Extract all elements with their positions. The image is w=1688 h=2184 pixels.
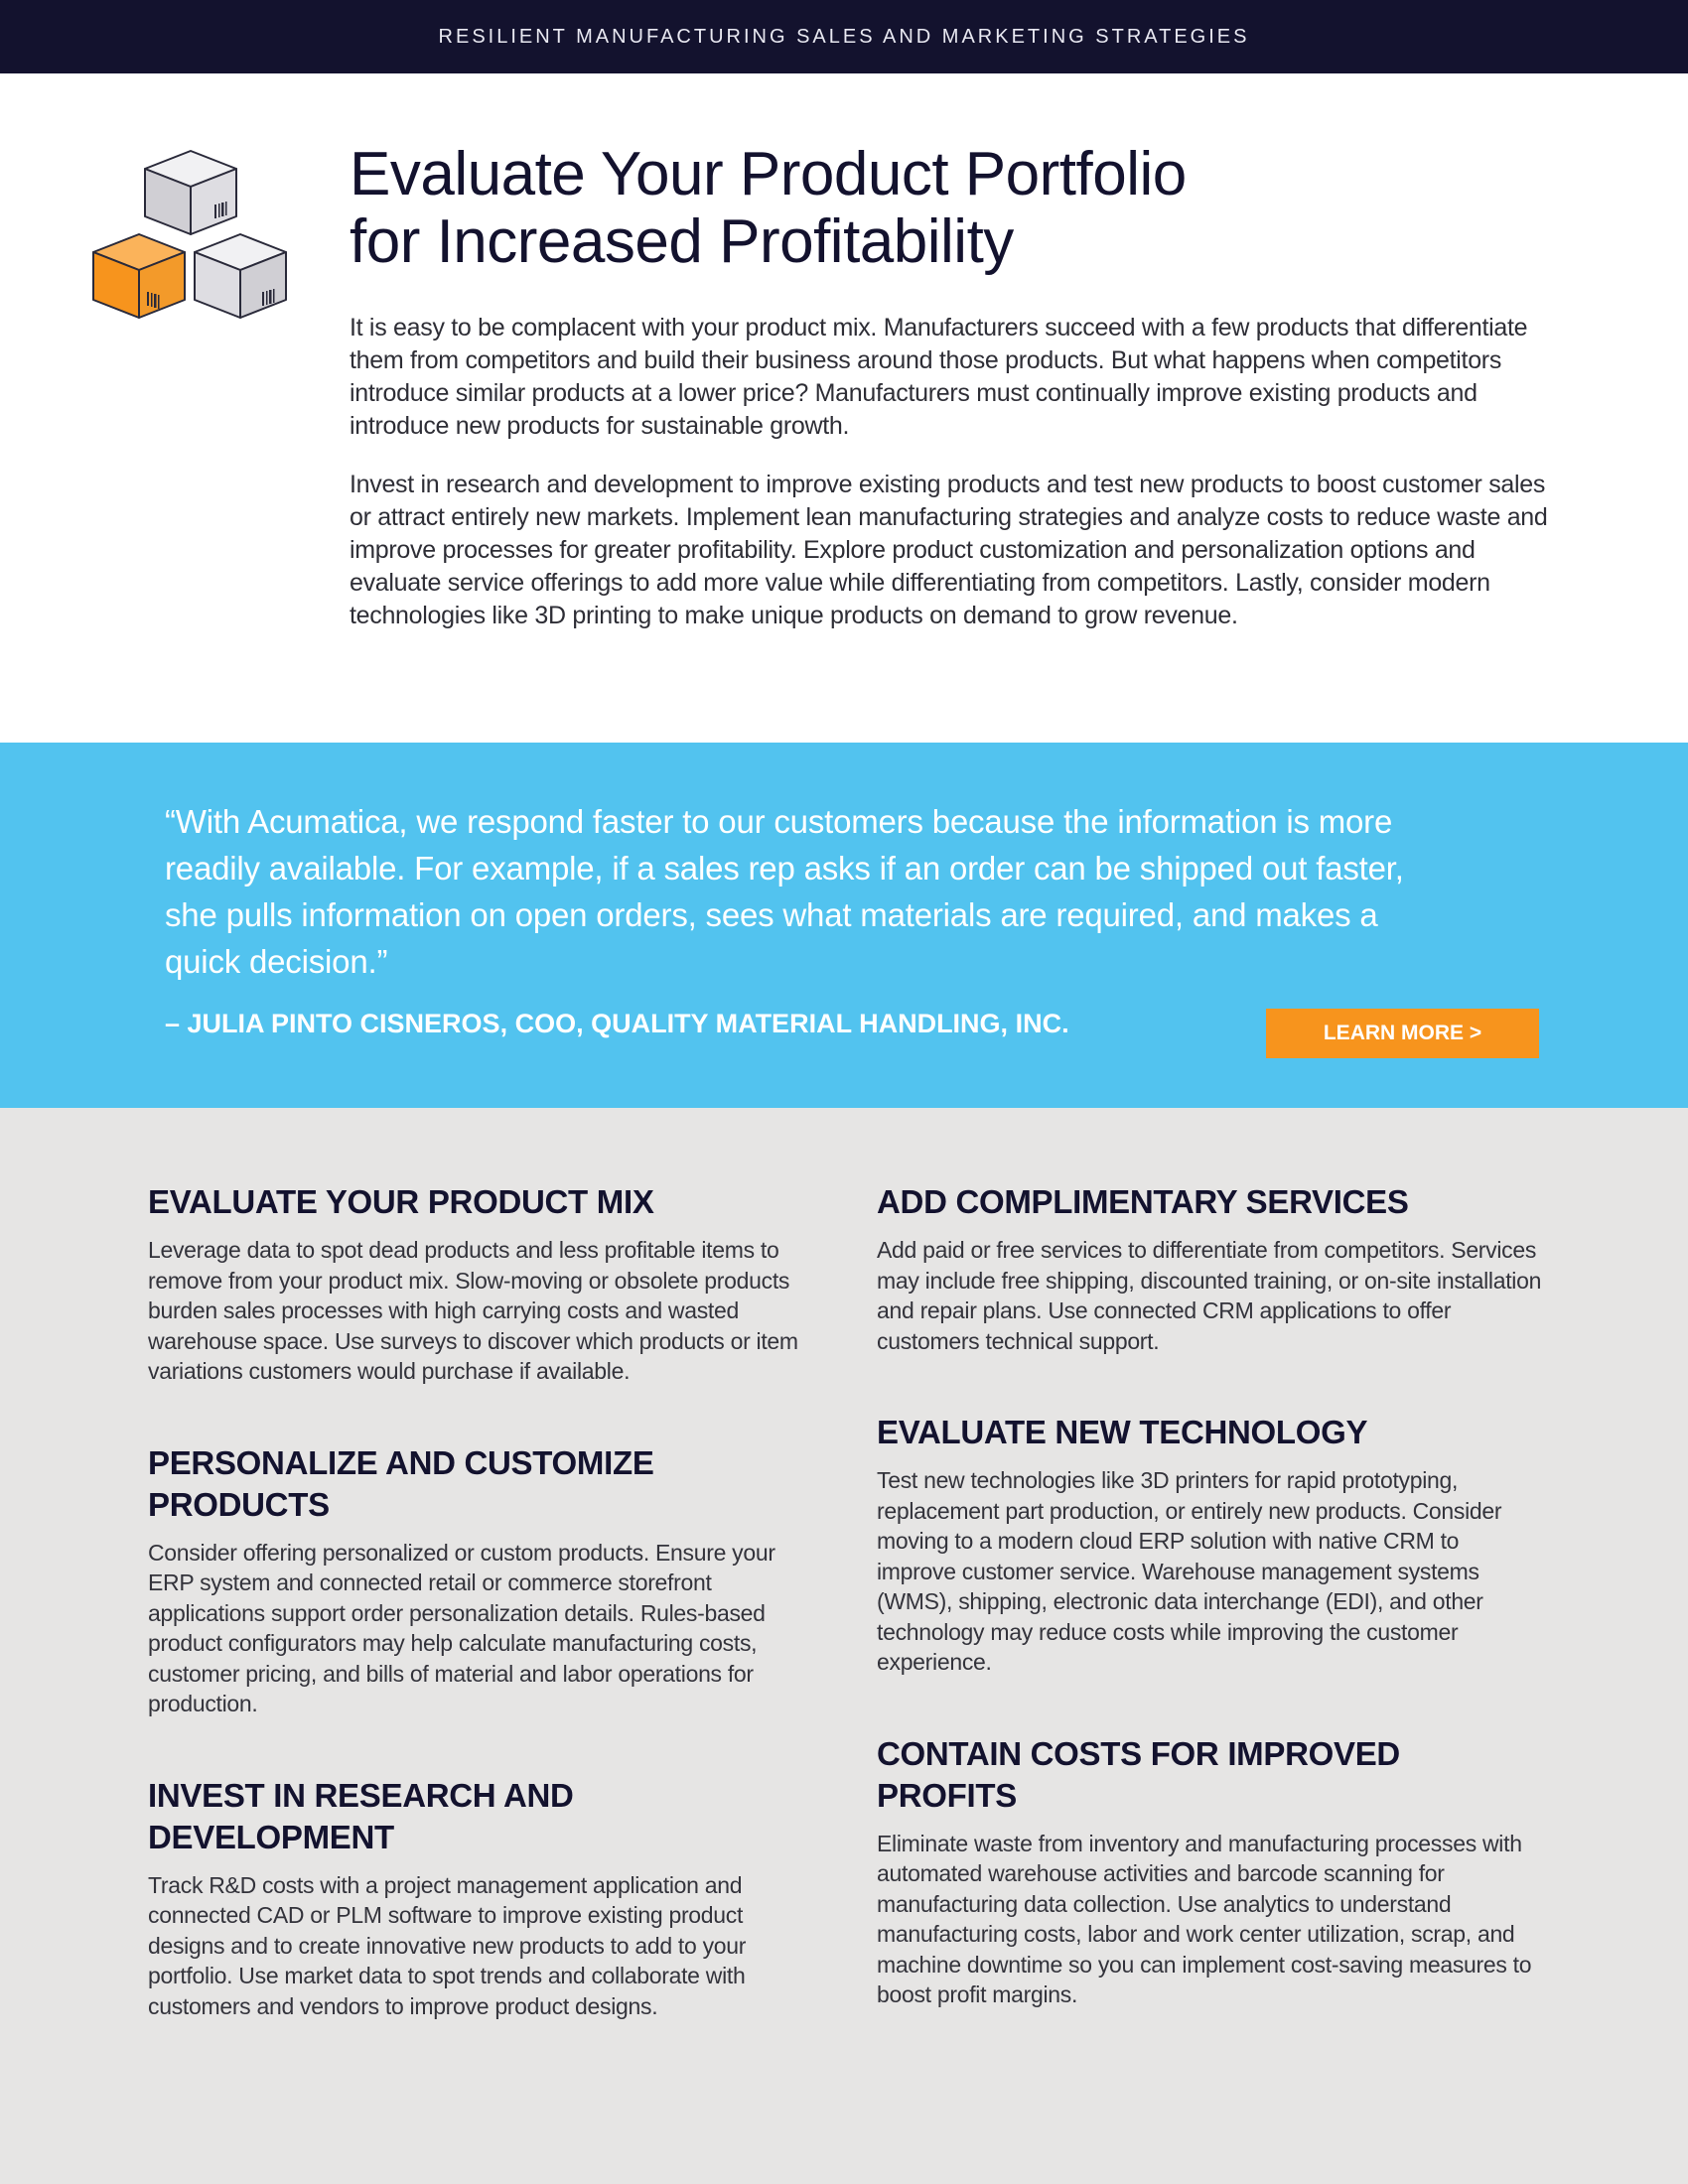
section-body: Add paid or free services to differentiate from competitors. Services may include free shipping, discounted training, or on-site installation and repair plans. Use connected CRM applications to offer customers technical support. [877, 1237, 1542, 1354]
intro-section [0, 73, 1688, 743]
section-heading: INVEST IN RESEARCH AND DEVELOPMENT [148, 1776, 574, 1855]
page-title [350, 141, 1541, 276]
section-body: Consider offering personalized or custom products. Ensure your ERP system and connected retail or commerce storefront applications support order personalization details. Rules-based product configurators may help calculate manufacturing costs, customer pricing, and bills of material and labor operations for production. [148, 1539, 775, 1716]
section-body: Leverage data to spot dead products and less profitable items to remove from your product mix. Slow-moving or obsolete products burden sales processes with high carrying costs and wasted warehouse space. Use surveys to discover which products or item variations customers would purchase if available. [148, 1237, 798, 1384]
section-research-development [148, 1775, 813, 2022]
right-column [877, 1181, 1542, 2066]
banner-title: RESILIENT MANUFACTURING SALES AND MARKETING STRATEGIES [438, 25, 1250, 48]
left-column [148, 1181, 813, 2077]
top-banner [0, 0, 1688, 73]
page-title-line1: Evaluate Your Product Portfolio [350, 140, 1187, 208]
stacked-boxes-icon [89, 143, 298, 332]
intro-paragraph: It is easy to be complacent with your product mix. Manufacturers succeed with a few products that differentiate them from competitors and build their business around those products. But what happens when competitors introduce similar products at a lower price? Manufacturers must continually improve existing products and introduce new products for sustainable growth. [350, 314, 1528, 440]
page-title-line2: for Increased Profitability [350, 207, 1014, 276]
section-heading: EVALUATE YOUR PRODUCT MIX [148, 1183, 654, 1220]
section-evaluate-product-mix [148, 1181, 813, 1387]
testimonial-band [0, 743, 1688, 1108]
section-heading: CONTAIN COSTS FOR IMPROVED PROFITS [877, 1734, 1400, 1814]
testimonial-quote: “With Acumatica, we respond faster to our customers because the information is more readily available. For example, if a sales rep asks if an order can be shipped out faster, she pulls information on open orders, sees what materials are required, and makes a quick decision.” [165, 803, 1404, 980]
section-heading: EVALUATE NEW TECHNOLOGY [877, 1414, 1368, 1450]
section-body: Eliminate waste from inventory and manufacturing processes with automated warehouse activities and barcode scanning for manufacturing data collection. Use analytics to understand manufacturing costs, labor and work center utilization, scrap, and machine downtime so you can implement cost-saving measures to boost profit margins. [877, 1830, 1532, 2007]
section-body: Track R&D costs with a project management application and connected CAD or PLM software to improve existing product designs and to create innovative new products to add to your portfolio. Use market data to spot trends and collaborate with customers and vendors to improve product designs. [148, 1871, 747, 2019]
section-complimentary-services [877, 1181, 1542, 1356]
intro-body [350, 312, 1551, 658]
testimonial-attribution: – JULIA PINTO CISNEROS, COO, QUALITY MATERIAL HANDLING, INC. [165, 1009, 1069, 1038]
section-heading: ADD COMPLIMENTARY SERVICES [877, 1183, 1409, 1220]
learn-more-button[interactable]: LEARN MORE > [1266, 1009, 1539, 1058]
section-contain-costs [877, 1733, 1542, 2010]
section-new-technology [877, 1412, 1542, 1678]
section-body: Test new technologies like 3D printers for rapid prototyping, replacement part production, or entirely new products. Consider moving to a modern cloud ERP solution with native CRM to improve customer service. Warehouse management systems (WMS), shipping, electronic data interchange (EDI), and other technology may reduce costs while improving the customer experience. [877, 1467, 1502, 1675]
section-personalize-customize [148, 1442, 813, 1719]
section-heading: PERSONALIZE AND CUSTOMIZE PRODUCTS [148, 1443, 654, 1523]
intro-paragraph: Invest in research and development to improve existing products and test new products to boost customer sales or attract entirely new markets. Implement lean manufacturing strategies and analyze costs to reduce waste and improve processes for greater profitability. Explore product customization and personalization options and evaluate service offerings to add more value while differentiating from competitors. Lastly, consider modern technologies like 3D printing to make unique products on demand to grow revenue. [350, 471, 1548, 629]
